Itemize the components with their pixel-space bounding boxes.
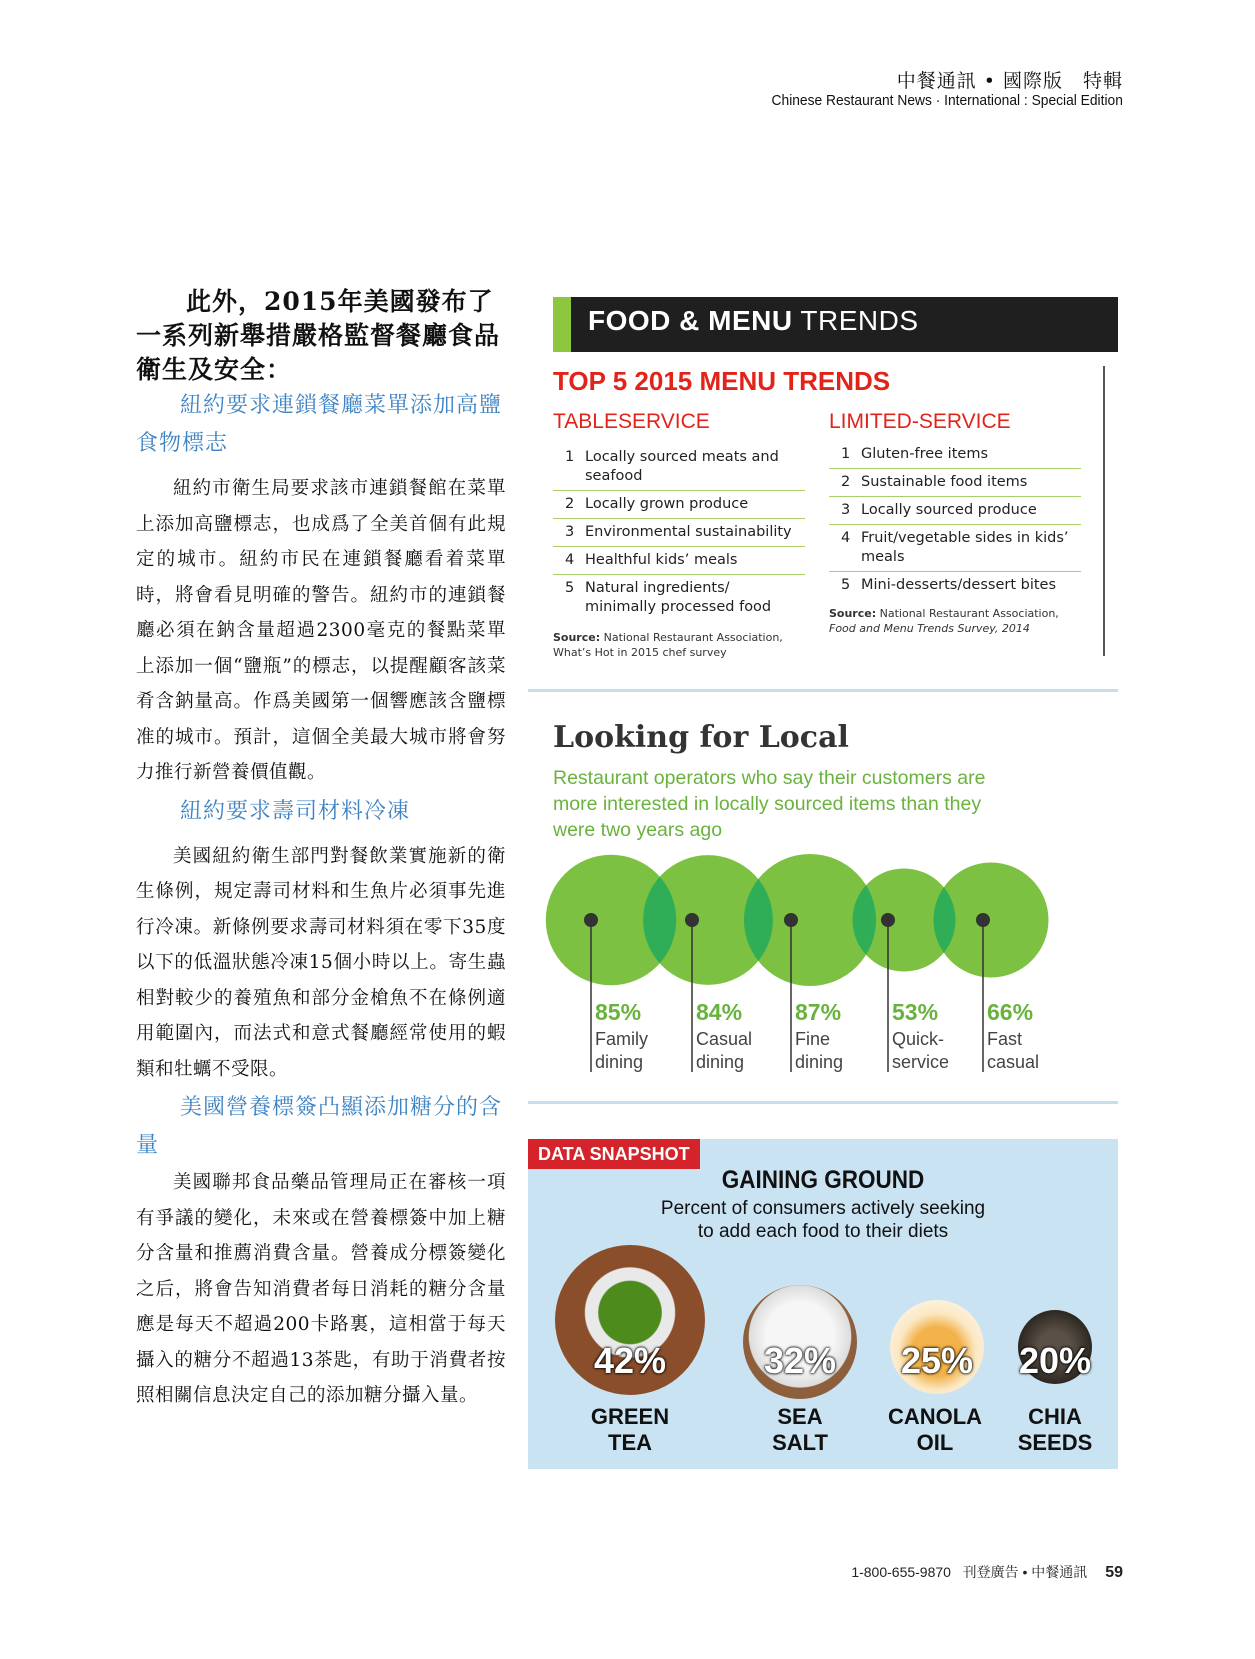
list-item: 5 Natural ingredients/ minimally processed food [565, 580, 772, 615]
bubble-category-label-4: casual [987, 1052, 1040, 1072]
green-tea-percent: 42% [593, 1340, 667, 1381]
trends-banner-accent [553, 297, 571, 352]
section-divider [528, 1101, 1118, 1104]
section-divider [528, 689, 1118, 692]
list-item: 5 Mini-desserts/dessert bites [841, 577, 1057, 593]
limited-service-source: Source: National Restaurant Association, Food and Menu Trends Survey, 2014 [829, 607, 1059, 635]
footer-zh: 刊登廣告 • 中餐通訊 [962, 1564, 1088, 1580]
bubble-category-label-1: dining [696, 1052, 745, 1072]
limited-service-list [829, 441, 1081, 599]
bubble-value-label-3: 53% [892, 999, 939, 1025]
tableservice-list [553, 444, 805, 621]
footer [851, 1562, 1123, 1582]
list-item: 2 Locally grown produce [553, 491, 805, 519]
chia-seeds-percent: 20% [1018, 1340, 1092, 1381]
article-lead: 此外，2015年美國發布了一系列新舉措嚴格監督餐廳食品衛生及安全： [136, 287, 501, 384]
bubble-value-label-4: 66% [987, 999, 1034, 1025]
list-item: 1 Gluten-free items [829, 441, 1081, 469]
list-item: 4 Fruit/vegetable sides in kids’ meals [829, 525, 1081, 572]
list-item: 1 Locally sourced meats and seafood [553, 444, 805, 491]
chia-seeds-label: CHIA SEEDS [1017, 1404, 1093, 1455]
trends-banner-light: TRENDS [800, 305, 919, 336]
article [136, 285, 506, 1416]
section-body-1: 紐約市衛生局要求該市連鎖餐館在菜單上添加高鹽標志，也成爲了全美首個有此規定的城市。紐約市民在連鎖餐廳看着菜單時，將會看見明確的警告。紐約市的連鎖餐廳必須在鈉含量超過2300毫克的餐點菜單上添加一個“鹽瓶”的標志，以提醒顧客該菜肴含鈉量高。作爲美國第一個響應該含鹽標准的城市。預計，這個全美最大城市將會努力推行新營養價值觀。 [136, 478, 506, 783]
bubble-value-label-0: 85% [595, 999, 642, 1025]
local-title: Looking for Local [553, 720, 849, 755]
limited-service-heading: LIMITED-SERVICE [829, 410, 1011, 433]
trends-banner-title [588, 305, 919, 337]
canola-oil-percent: 25% [900, 1340, 974, 1381]
bubble-category-label-3: service [892, 1052, 950, 1072]
section-body-2: 美國紐約衛生部門對餐飲業實施新的衛生條例，規定壽司材料和生魚片必須事先進行冷凍。新條例要求壽司材料須在零下35度以下的低溫狀態冷凍15個小時以上。寄生蟲相對較少的養殖魚和部分金槍魚不在條例適用範圍內，而法式和意式餐廳經常使用的蝦類和牡蠣不受限。 [136, 845, 506, 1080]
bubble-category-label-0: Family [595, 1029, 648, 1049]
footer-phone: 1-800-655-9870 [851, 1564, 951, 1580]
section-heading-1: 紐約要求連鎖餐廳菜單添加高鹽食物標志 [136, 393, 503, 456]
green-tea-label: GREEN TEA [590, 1404, 670, 1455]
header-en: Chinese Restaurant News · International : Special Edition [771, 92, 1123, 109]
local-bubble-chart [528, 850, 1118, 1080]
bubble-category-label-3: Quick- [892, 1029, 945, 1049]
list-item: 3 Locally sourced produce [829, 497, 1081, 525]
section-heading-2: 紐約要求壽司材料冷凍 [180, 798, 411, 824]
local-subtitle: Restaurant operators who say their customers are more interested in locally sourced items than they were two years ago [553, 767, 986, 841]
section-body-3: 美國聯邦食品藥品管理局正在審核一項有爭議的變化，未來或在營養標簽中加上糖分含量和推薦消費含量。營養成分標簽變化之后，將會告知消費者每日消耗的糖分含量應是每天不超過200卡路裏，這相當于每天攝入的糖分不超過13茶匙，有助于消費者按照相關信息決定自己的添加糖分攝入量。 [136, 1172, 506, 1406]
tableservice-heading: TABLESERVICE [553, 410, 710, 433]
top5-title: TOP 5 2015 MENU TRENDS [553, 366, 891, 396]
snapshot-subtitle: Percent of consumers actively seeking to add each food to their diets [660, 1198, 986, 1242]
page-number: 59 [1105, 1564, 1123, 1581]
bubble-category-label-4: Fast [987, 1029, 1023, 1049]
bubble-category-label-2: dining [795, 1052, 844, 1072]
header-zh: 中餐通訊 • 國際版 特輯 [896, 70, 1123, 92]
sea-salt-label: SEA SALT [772, 1404, 828, 1455]
trends-banner-bold: FOOD & MENU [588, 305, 793, 336]
data-snapshot-tag: DATA SNAPSHOT [528, 1139, 700, 1169]
list-item: 4 Healthful kids’ meals [553, 547, 805, 575]
bubble-value-label-2: 87% [795, 999, 842, 1025]
bubble-value-label-1: 84% [696, 999, 743, 1025]
bubble-category-label-2: Fine [795, 1029, 831, 1049]
snapshot-title: GAINING GROUND [721, 1166, 925, 1194]
canola-oil-label: CANOLA OIL [887, 1404, 983, 1455]
section-heading-3: 美國營養標簽凸顯添加糖分的含量 [136, 1095, 503, 1158]
bubble-category-label-1: Casual [696, 1029, 753, 1049]
list-item: 3 Environmental sustainability [553, 519, 805, 547]
tableservice-source: Source: National Restaurant Association, What’s Hot in 2015 chef survey [553, 631, 783, 659]
column-divider [1103, 366, 1105, 656]
sea-salt-percent: 32% [763, 1340, 837, 1381]
bubble-category-label-0: dining [595, 1052, 644, 1072]
list-item: 2 Sustainable food items [829, 469, 1081, 497]
